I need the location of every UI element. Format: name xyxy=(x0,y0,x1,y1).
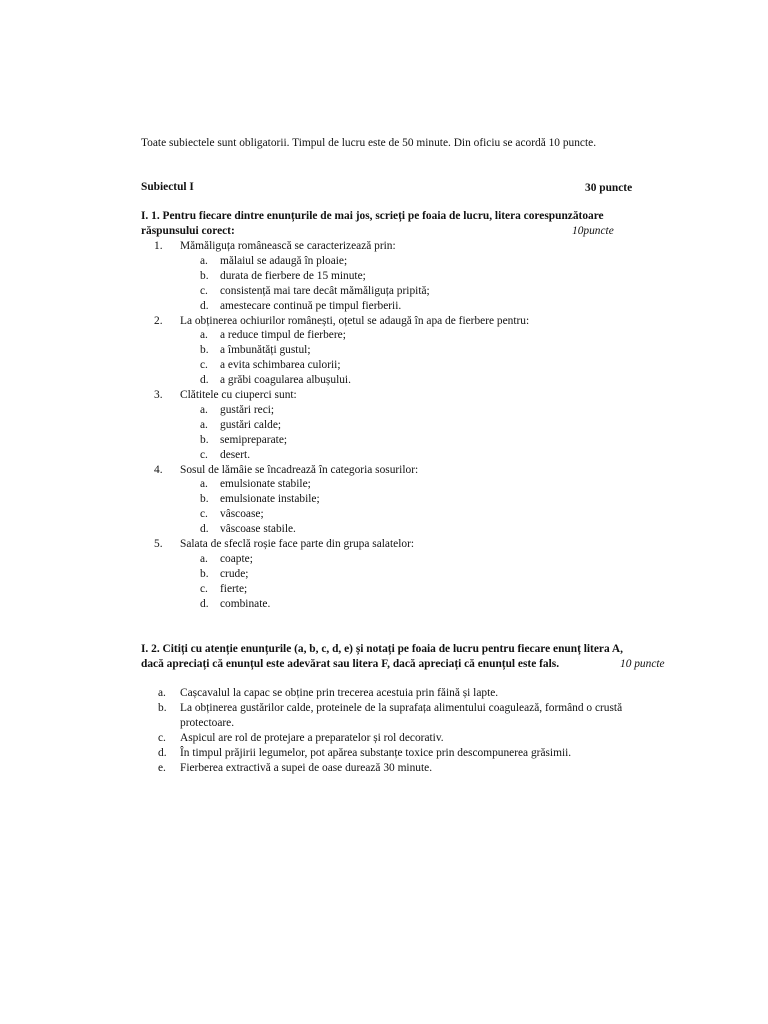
option-letter: c. xyxy=(200,582,208,595)
statement-letter: d. xyxy=(158,747,167,759)
question-number: 4. xyxy=(154,463,163,476)
option-letter: a. xyxy=(200,418,208,431)
part1-heading-line1: I. 1. Pentru fiecare dintre enunțurile de mai jos, scrieți pe foaia de lucru, litera corespunzătoare xyxy=(141,210,604,222)
option-text: a evita schimbarea culorii; xyxy=(220,359,341,372)
statement-text: La obținerea gustărilor calde, proteinele de la suprafața alimentului coagulează, formând o crustă xyxy=(180,702,623,714)
statement-letter: e. xyxy=(158,762,166,774)
option-letter: a. xyxy=(200,552,208,565)
option-letter: d. xyxy=(200,374,209,387)
option-letter: b. xyxy=(200,433,209,446)
option-text: emulsionate instabile; xyxy=(220,493,320,506)
part1-heading-line2: răspunsului corect: xyxy=(141,225,235,237)
question-text: Sosul de lămâie se încadrează în categoria sosurilor: xyxy=(180,463,419,476)
option-letter: a. xyxy=(200,254,208,267)
intro-text: Toate subiectele sunt obligatorii. Timpul de lucru este de 50 minute. Din oficiu se acordă 10 puncte. xyxy=(141,137,597,149)
question-text: Clătitele cu ciuperci sunt: xyxy=(180,389,297,401)
option-text: mălaiul se adaugă în ploaie; xyxy=(220,254,348,267)
option-text: semipreparate; xyxy=(220,433,288,446)
option-letter: a. xyxy=(200,403,208,416)
option-text: vâscoase; xyxy=(220,508,264,521)
question-number: 5. xyxy=(154,538,163,550)
question-number: 3. xyxy=(154,389,163,401)
question-number: 2. xyxy=(154,314,163,327)
question-text: Salata de sfeclă roșie face parte din grupa salatelor: xyxy=(180,538,415,550)
statement-letter: c. xyxy=(158,732,166,744)
option-letter: d. xyxy=(200,523,209,536)
statement-text: Fierberea extractivă a supei de oase durează 30 minute. xyxy=(180,762,433,774)
question-text: La obținerea ochiurilor românești, oțetul se adaugă în apa de fierbere pentru: xyxy=(180,314,530,327)
option-text: consistență mai tare decât mămăliguța pripită; xyxy=(220,284,430,297)
option-letter: d. xyxy=(200,299,209,312)
statement-text: În timpul prăjirii legumelor, pot apărea substanțe toxice prin descompunerea grăsimii. xyxy=(180,747,572,759)
question-text: Mămăliguța românească se caracterizează prin: xyxy=(180,240,396,252)
option-text: a reduce timpul de fierbere; xyxy=(220,329,346,342)
option-text: emulsionate stabile; xyxy=(220,478,311,491)
option-text: vâscoase stabile. xyxy=(220,523,296,536)
option-text: a grăbi coagularea albușului. xyxy=(220,374,351,387)
option-letter: a. xyxy=(200,478,208,491)
option-text: crude; xyxy=(220,567,249,580)
option-text: coapte; xyxy=(220,552,253,565)
statement-text: Cașcavalul la capac se obține prin trecerea acestuia prin făină și lapte. xyxy=(180,687,499,699)
part2-heading-line1: I. 2. Citiți cu atenție enunțurile (a, b, c, d, e) și notați pe foaia de lucru pentru fiecare enunț litera A, xyxy=(141,643,623,655)
option-letter: b. xyxy=(200,269,209,282)
option-text: gustări calde; xyxy=(220,418,282,431)
option-text: gustări reci; xyxy=(220,403,275,416)
option-letter: a. xyxy=(200,329,208,342)
option-text: desert. xyxy=(220,448,251,461)
statement-text-continued: protectoare. xyxy=(180,717,235,729)
part1-points: 10puncte xyxy=(572,225,614,237)
option-letter: b. xyxy=(200,493,209,506)
option-text: combinate. xyxy=(220,597,271,610)
option-text: durata de fierbere de 15 minute; xyxy=(220,269,366,282)
option-text: amestecare continuă pe timpul fierberii. xyxy=(220,299,402,312)
subject-points: 30 puncte xyxy=(585,182,633,194)
part2-points: 10 puncte xyxy=(620,658,665,670)
option-letter: c. xyxy=(200,359,208,372)
option-letter: c. xyxy=(200,448,208,461)
option-letter: b. xyxy=(200,567,209,580)
option-letter: b. xyxy=(200,344,209,357)
option-text: a îmbunătăți gustul; xyxy=(220,344,311,357)
option-letter: d. xyxy=(200,597,209,610)
option-text: fierte; xyxy=(220,582,248,595)
statement-text: Aspicul are rol de protejare a preparatelor și rol decorativ. xyxy=(180,732,444,744)
part2-heading-line2: dacă apreciați că enunțul este adevărat sau litera F, dacă apreciați că enunțul este fals. xyxy=(141,658,560,670)
option-letter: c. xyxy=(200,284,208,297)
option-letter: c. xyxy=(200,508,208,521)
subject-title: Subiectul I xyxy=(141,181,194,193)
question-number: 1. xyxy=(154,240,163,252)
statement-letter: a. xyxy=(158,687,166,699)
statement-letter: b. xyxy=(158,702,167,714)
